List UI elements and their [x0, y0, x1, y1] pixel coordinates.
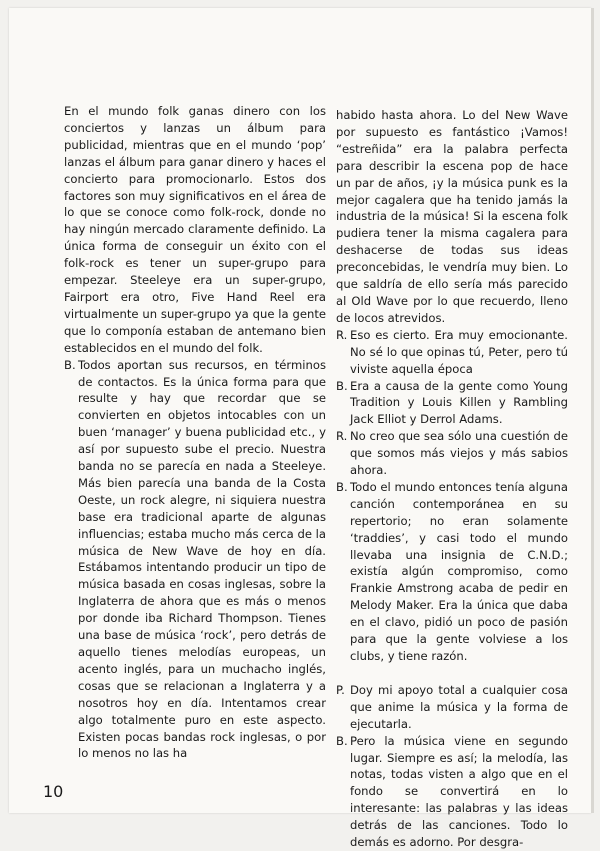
dialogue-text: Doy mi apoyo total a cualquier cosa que anime la música y la forma de ejecutarla. [350, 682, 568, 731]
dialogue-item-b2 [336, 479, 568, 665]
dialogue-item-b3 [336, 733, 568, 851]
dialogue-text: Todos aportan sus recursos, en términos de contactos. Es la única forma para que resulte y hay que recordar que se convierten en objetos intocables con un buen ‘manager’ y buena publicidad etc., y así por supuesto sube el precio. Nuestra banda no se parecía en nada a Steeleye. Más bien parecía una banda de la Costa Oeste, un rock alegre, ni siquiera nuestra base era tradicional aparte de algunas influencias; estaba mucho más cerca de la música de New Wave de hoy en día. Estábamos intentando producir un tipo de música basada en cosas inglesas, sobre la Inglaterra de ahora que es más o menos por donde iba Richard Thompson. Tienes una base de música ‘rock’, pero detrás de aquello tienes melodías europeas, un acento inglés, para un muchacho inglés, cosas que se relacionan a Inglaterra y a nosotros hoy en día. Intentamos crear algo totalmente puro en este aspecto. Existen pocas bandas rock inglesas, o por lo menos no las ha [78, 357, 326, 761]
speaker-marker: B. [336, 479, 348, 494]
continuation-paragraph: habido hasta ahora. Lo del New Wave por supuesto es fantástico ¡Vamos! “estreñida” era la palabra perfecta para describir la escena pop de hace un par de años, ¡y la música punk es la mejor cagalera que ha tenido jamás la industria de la música! Si la escena folk pudiera tener la misma cagalera para deshacerse de todas sus ideas preconcebidas, le vendría muy bien. Lo que saldría de ello sería más parecido al Old Wave por lo que recuerdo, lleno de locos atrevidos. [336, 108, 568, 325]
page-number: 10 [43, 782, 64, 801]
speaker-marker: B. [64, 357, 76, 372]
dialogue-item-r1 [336, 327, 568, 378]
page-edge-shadow [591, 8, 594, 813]
right-column [336, 107, 568, 851]
dialogue-item-b [64, 357, 326, 763]
dialogue-text: Eso es cierto. Era muy emocionante. No sé lo que opinas tú, Peter, pero tú viviste aquella época [350, 327, 568, 376]
dialogue-text: Pero la música viene en segundo lugar. Siempre es así; la melodía, las notas, todas visten a algo que en el fondo se convertirá en lo interesante: las palabras y las ideas detrás de las canciones. Todo lo demás es adorno. Por desgra- [350, 733, 568, 850]
dialogue-item-r2 [336, 428, 568, 479]
book-page [9, 8, 591, 850]
speaker-marker: B. [336, 733, 348, 748]
dialogue-item-p1 [336, 682, 568, 733]
dialogue-item-b1 [336, 378, 568, 429]
speaker-marker: P. [336, 682, 345, 697]
speaker-marker: B. [336, 378, 348, 393]
dialogue-text: Era a causa de la gente como Young Tradition y Louis Killen y Rambling Jack Elliot y Derrol Adams. [350, 378, 568, 427]
dialogue-text: Todo el mundo entonces tenía alguna canción contemporánea en su repertorio; no eran solamente ‘traddies’, y casi todo el mundo llevaba una insignia de C.N.D.; existía algún compromiso, como Frankie Amstrong acaba de pedir en Melody Maker. Era la única que daba en el clavo, pidió un poco de pasión para que la gente volviese a los clubs, y tiene razón. [350, 479, 568, 663]
speaker-marker: R. [336, 327, 348, 342]
left-column [64, 103, 326, 762]
speaker-marker: R. [336, 429, 348, 444]
dialogue-text: No creo que sea sólo una cuestión de que somos más viejos y más sabios ahora. [350, 429, 568, 478]
intro-paragraph: En el mundo folk ganas dinero con los conciertos y lanzas un álbum para publicidad, mientras que en el mundo ‘pop’ lanzas el álbum para ganar dinero y haces el concierto para promocionarlo. Estos dos factores son muy significativos en el área de lo que se conoce como folk-rock, donde no hay ningún mercado claramente definido. La única forma de conseguir un éxito con el folk-rock es tener un super-grupo para empezar. Steeleye era un super-grupo, Fairport era otro, Five Hand Reel era virtualmente un super-grupo ya que la gente que lo componía estaban de antemano bien establecidos en el mundo del folk. [64, 104, 326, 355]
